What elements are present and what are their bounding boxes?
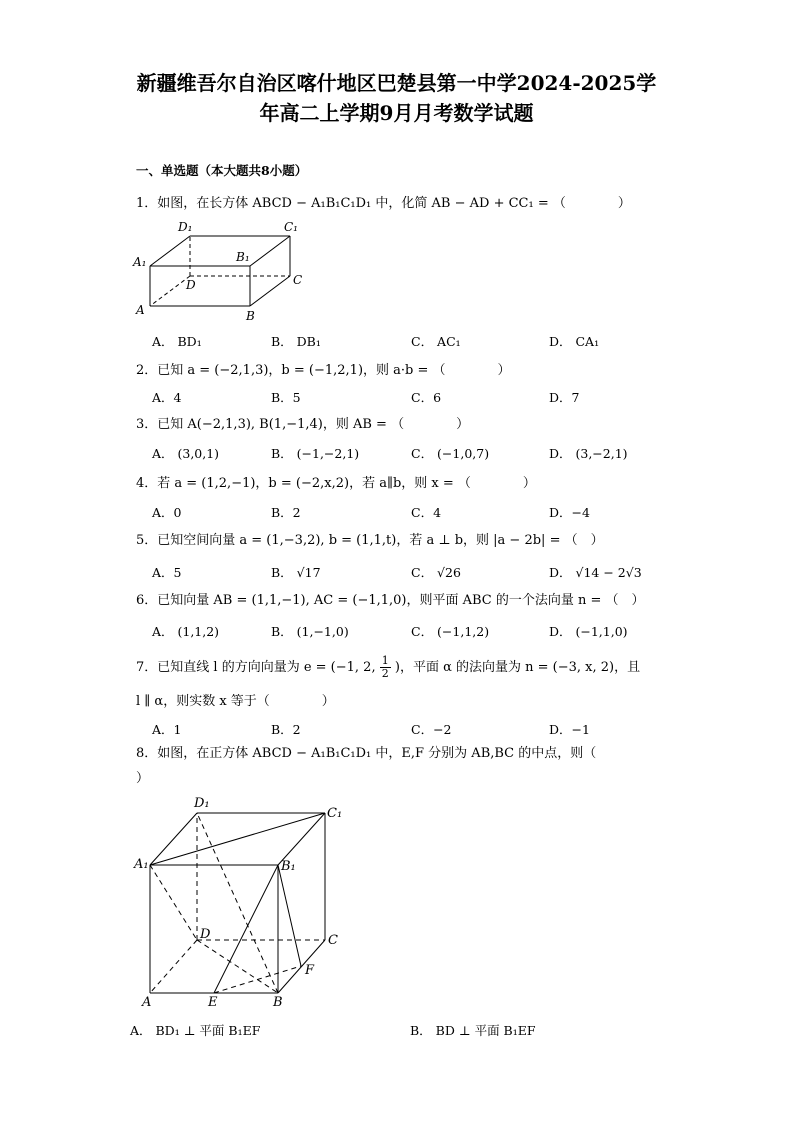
question-7-option-c[interactable]: C．−2 bbox=[411, 722, 452, 737]
question-7-stem-part-b: )，平面 α 的法向量为 n = (−3, x, 2)，且 bbox=[394, 660, 641, 675]
question-3-options bbox=[0, 444, 793, 462]
fraction-one-half bbox=[380, 655, 391, 680]
label-c1: C₁ bbox=[327, 806, 343, 821]
label-c1: C₁ bbox=[284, 220, 298, 234]
question-5-options bbox=[0, 563, 793, 581]
question-7-options bbox=[0, 720, 793, 738]
edge-b-c bbox=[278, 940, 325, 993]
question-1-figure bbox=[130, 218, 310, 326]
question-6-stem: 6．已知向量 AB = (1,1,−1), AC = (−1,1,0)，则平面 ABC 的一个法向量 n = （ ） bbox=[136, 593, 645, 608]
question-6-options bbox=[0, 622, 793, 640]
label-d: D bbox=[186, 278, 196, 292]
seg-b1-f bbox=[278, 865, 301, 966]
question-4-options bbox=[0, 503, 793, 521]
question-7-stem-line-1 bbox=[136, 655, 640, 680]
question-5-option-b[interactable]: B． √17 bbox=[271, 565, 321, 580]
question-7-option-d[interactable]: D．−1 bbox=[549, 722, 590, 737]
question-2-stem: 2．已知 a = (−2,1,3)，b = (−1,2,1)，则 a·b = （ ） bbox=[136, 363, 511, 378]
question-4-option-b[interactable]: B．2 bbox=[271, 505, 301, 520]
question-4-option-c[interactable]: C．4 bbox=[411, 505, 442, 520]
question-2-options bbox=[0, 388, 793, 406]
question-7-stem-part-a: 7．已知直线 l 的方向向量为 e = (−1, 2, bbox=[136, 660, 376, 675]
question-5-stem: 5．已知空间向量 a = (1,−3,2), b = (1,1,t)，若 a ⊥ b，则 |a − 2b| = （ ） bbox=[136, 533, 604, 548]
question-2-option-c[interactable]: C．6 bbox=[411, 390, 442, 405]
seg-a1-d-hidden bbox=[150, 865, 197, 940]
section-header: 一、单选题（本大题共8小题） bbox=[136, 163, 308, 178]
question-6-option-a[interactable]: A． (1,1,2) bbox=[152, 624, 220, 639]
question-5-option-a[interactable]: A．5 bbox=[152, 565, 182, 580]
page-title bbox=[60, 68, 733, 128]
edge-d1-a1 bbox=[150, 813, 197, 865]
edge-b-c bbox=[250, 276, 290, 306]
label-a1: A₁ bbox=[133, 255, 147, 269]
question-4-stem: 4．若 a = (1,2,−1)，b = (−2,x,2)，若 a∥b，则 x = （ ） bbox=[136, 476, 536, 491]
question-3-option-d[interactable]: D． (3,−2,1) bbox=[549, 446, 628, 461]
question-3-option-a[interactable]: A． (3,0,1) bbox=[152, 446, 220, 461]
question-1-stem: 1．如图，在长方体 ABCD − A₁B₁C₁D₁ 中，化简 AB − AD + CC₁ = （ ） bbox=[136, 196, 631, 211]
label-a: A bbox=[142, 995, 152, 1010]
question-4-option-d[interactable]: D．−4 bbox=[549, 505, 590, 520]
question-1-option-c[interactable]: C． AC₁ bbox=[411, 334, 461, 349]
label-c: C bbox=[293, 273, 303, 287]
label-c: C bbox=[328, 933, 338, 948]
label-a: A bbox=[136, 303, 145, 317]
label-b: B bbox=[273, 995, 283, 1010]
seg-d-a-hidden bbox=[150, 940, 197, 993]
title-line-1: 新疆维吾尔自治区喀什地区巴楚县第一中学2024-2025学 bbox=[136, 71, 657, 95]
edge-d1-a1 bbox=[150, 236, 190, 266]
question-2-option-d[interactable]: D．7 bbox=[549, 390, 580, 405]
seg-e-f-hidden bbox=[214, 966, 301, 993]
diag-a1-c1 bbox=[150, 813, 325, 865]
question-7-stem-line-2: l ∥ α，则实数 x 等于（ ） bbox=[136, 694, 335, 709]
label-a1: A₁ bbox=[134, 857, 149, 872]
label-b1: B₁ bbox=[236, 250, 250, 264]
fraction-numerator: 1 bbox=[381, 654, 389, 667]
question-8-option-b[interactable]: B． BD ⊥ 平面 B₁EF bbox=[410, 1023, 536, 1038]
question-2-option-a[interactable]: A．4 bbox=[152, 390, 182, 405]
question-1-option-d[interactable]: D． CA₁ bbox=[549, 334, 600, 349]
question-6-option-b[interactable]: B． (1,−1,0) bbox=[271, 624, 349, 639]
question-7-option-a[interactable]: A．1 bbox=[152, 722, 182, 737]
question-5-option-c[interactable]: C． √26 bbox=[411, 565, 461, 580]
label-d: D bbox=[200, 927, 211, 942]
question-8-figure bbox=[130, 790, 350, 1012]
question-3-option-c[interactable]: C． (−1,0,7) bbox=[411, 446, 490, 461]
seg-b1-e bbox=[214, 865, 278, 993]
question-8-stem-line-2: ） bbox=[136, 771, 150, 786]
edge-b1-c1 bbox=[250, 236, 290, 266]
label-d1: D₁ bbox=[194, 796, 210, 811]
edge-b1-c1 bbox=[278, 813, 325, 865]
question-7-option-b[interactable]: B．2 bbox=[271, 722, 301, 737]
question-4-option-a[interactable]: A．0 bbox=[152, 505, 182, 520]
label-f: F bbox=[305, 963, 315, 978]
question-8-stem-line-1: 8．如图，在正方体 ABCD − A₁B₁C₁D₁ 中，E,F 分别为 AB,BC 的中点，则（ bbox=[136, 746, 597, 761]
label-e: E bbox=[208, 995, 218, 1010]
question-8-options bbox=[0, 1021, 793, 1039]
question-1-options bbox=[0, 332, 793, 350]
fraction-denominator: 2 bbox=[381, 667, 389, 680]
label-b1: B₁ bbox=[281, 859, 296, 874]
label-b: B bbox=[246, 309, 255, 323]
question-2-option-b[interactable]: B．5 bbox=[271, 390, 301, 405]
question-6-option-c[interactable]: C． (−1,1,2) bbox=[411, 624, 490, 639]
title-line-2: 年高二上学期9月月考数学试题 bbox=[259, 101, 534, 125]
edge-d-a-hidden bbox=[150, 276, 190, 306]
question-3-option-b[interactable]: B． (−1,−2,1) bbox=[271, 446, 360, 461]
question-3-stem: 3．已知 A(−2,1,3), B(1,−1,4)，则 AB = （ ） bbox=[136, 417, 470, 432]
question-1-option-a[interactable]: A． BD₁ bbox=[152, 334, 202, 349]
label-d1: D₁ bbox=[178, 220, 193, 234]
question-6-option-d[interactable]: D． (−1,1,0) bbox=[549, 624, 628, 639]
question-5-option-d[interactable]: D． √14 − 2√3 bbox=[549, 565, 642, 580]
question-1-option-b[interactable]: B． DB₁ bbox=[271, 334, 321, 349]
question-8-option-a[interactable]: A． BD₁ ⊥ 平面 B₁EF bbox=[130, 1023, 261, 1038]
